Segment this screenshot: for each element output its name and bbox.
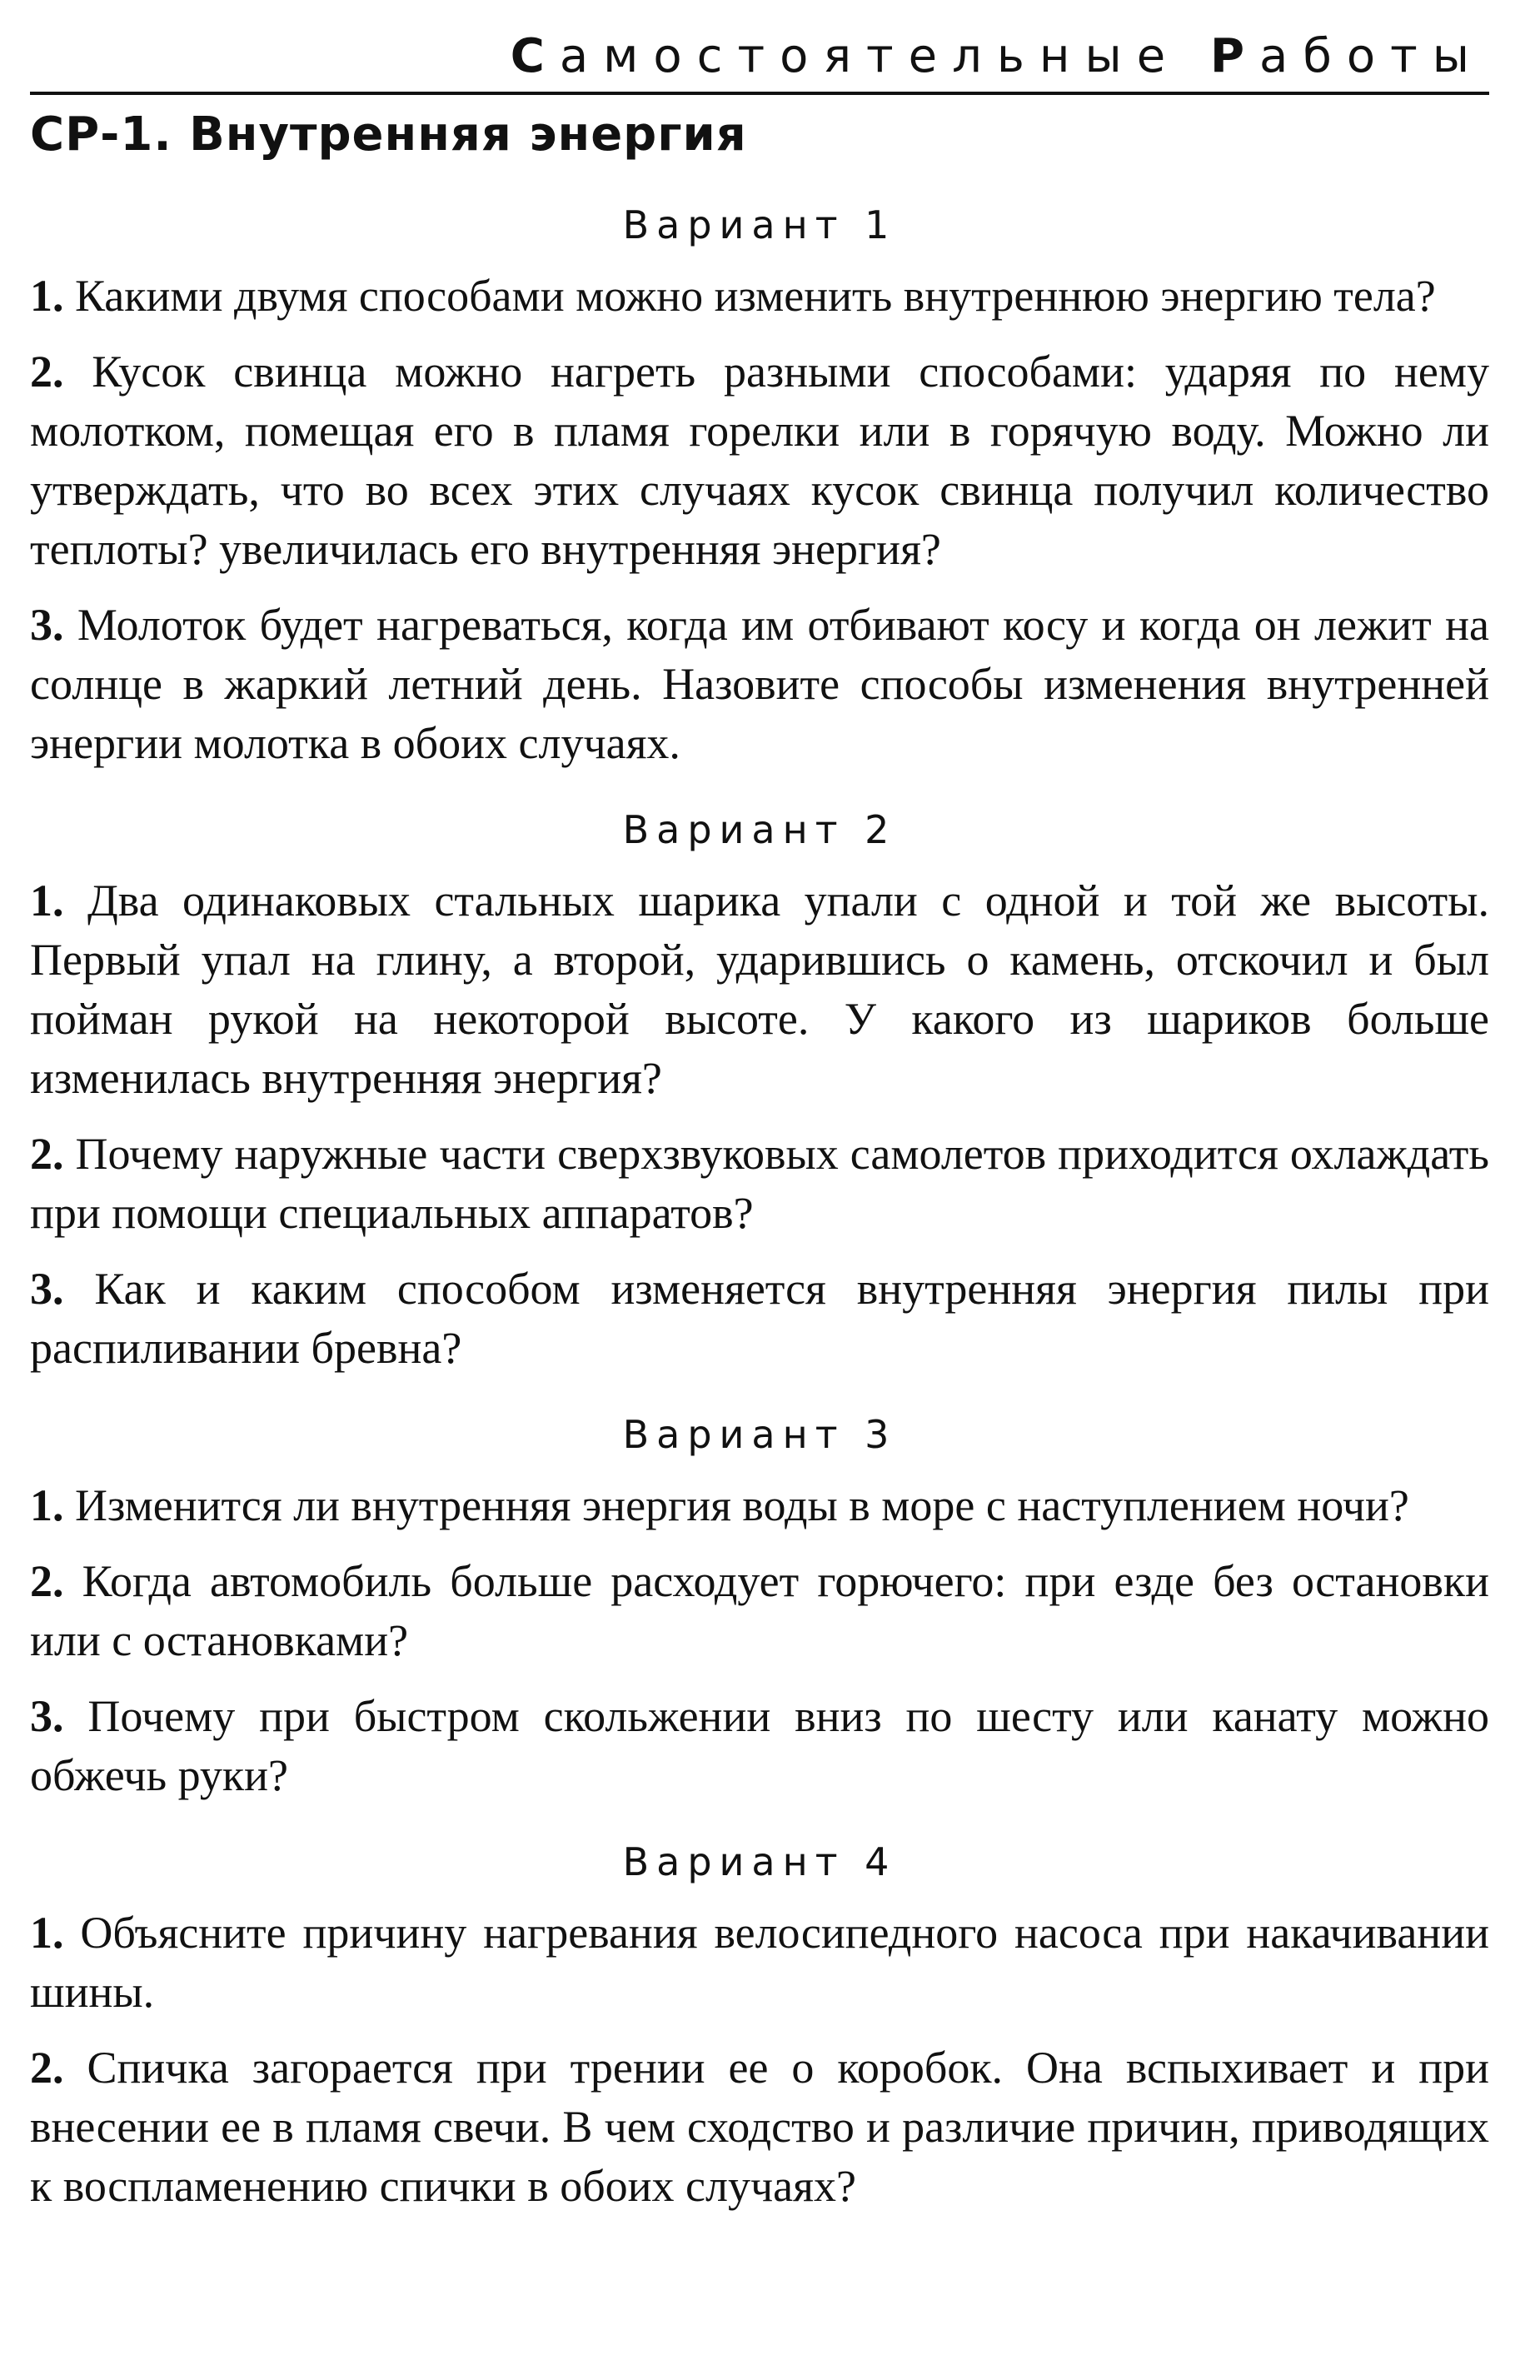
task-item	[30, 1476, 1489, 1535]
running-head-word-1: амостоятельные	[559, 29, 1181, 83]
task-text: Какими двумя способами можно изменить внутреннюю энергию тела?	[75, 271, 1436, 321]
running-head	[30, 23, 1489, 90]
task-text: Объясните причину нагревания велосипедного насоса при накачивании шины.	[30, 1908, 1489, 2017]
task-number: 2.	[30, 1129, 64, 1179]
task-item	[30, 1260, 1489, 1378]
task-text: Когда автомобиль больше расходует горючего: при езде без остановки или с остановками?	[30, 1556, 1490, 1665]
running-head-initial-2: Р	[1210, 29, 1260, 83]
task-item	[30, 1904, 1489, 2022]
task-text: Спичка загорается при трении ее о коробок. Она вспыхивает и при внесении ее в пламя свечи. В чем сходство и различие причин, приводящих к воспламенению спички в обоих случаях?	[30, 2043, 1490, 2211]
task-text: Почему наружные части сверхзвуковых самолетов приходится охлаждать при помощи специальных аппаратов?	[30, 1129, 1489, 1238]
task-number: 1.	[30, 1908, 64, 1958]
task-item	[30, 1125, 1489, 1243]
task-number: 3.	[30, 1264, 64, 1314]
task-number: 2.	[30, 1556, 64, 1606]
variant-heading-4: Вариант 4	[622, 1839, 897, 1884]
task-text: Почему при быстром скольжении вниз по шесту или канату можно обжечь руки?	[30, 1691, 1490, 1800]
task-text: Как и каким способом изменяется внутренняя энергия пилы при распиливании бревна?	[30, 1264, 1489, 1373]
task-item	[30, 1687, 1489, 1805]
variant-heading-1: Вариант 1	[622, 202, 897, 247]
task-text: Изменится ли внутренняя энергия воды в море с наступлением ночи?	[75, 1480, 1409, 1530]
task-item	[30, 2038, 1489, 2216]
task-number: 2.	[30, 347, 64, 397]
header-rule	[30, 92, 1489, 95]
task-text: Молоток будет нагреваться, когда им отбивают косу и когда он лежит на солнце в жаркий летний день. Назовите способы изменения внутренней энергии молотка в обоих случаях.	[30, 600, 1489, 768]
running-head-initial-1: С	[510, 29, 560, 83]
task-item	[30, 871, 1489, 1108]
task-item	[30, 342, 1489, 579]
variant-heading-3: Вариант 3	[622, 1412, 897, 1457]
task-number: 1.	[30, 271, 64, 321]
task-item	[30, 267, 1489, 326]
document-page	[30, 23, 1489, 2233]
task-number: 1.	[30, 1480, 64, 1530]
task-item	[30, 1552, 1489, 1670]
running-head-word-2: аботы	[1259, 29, 1484, 83]
task-number: 3.	[30, 1691, 64, 1741]
task-number: 2.	[30, 2043, 64, 2093]
task-text: Два одинаковых стальных шарика упали с одной и той же высоты. Первый упал на глину, а второй, ударившись о камень, отскочил и был пойман рукой на некоторой высоте. У какого из шариков больше изменилась внутренняя энергия?	[30, 876, 1489, 1103]
task-text: Кусок свинца можно нагреть разными способами: ударяя по нему молотком, помещая его в пламя горелки или в горячую воду. Можно ли утверждать, что во всех этих случаях кусок свинца получил количество теплоты? увеличилась его внутренняя энергия?	[30, 347, 1490, 574]
section-title: СР-1. Внутренняя энергия	[30, 107, 747, 162]
task-item	[30, 596, 1489, 773]
task-number: 3.	[30, 600, 64, 650]
task-number: 1.	[30, 876, 64, 926]
variant-heading-2: Вариант 2	[622, 807, 897, 852]
